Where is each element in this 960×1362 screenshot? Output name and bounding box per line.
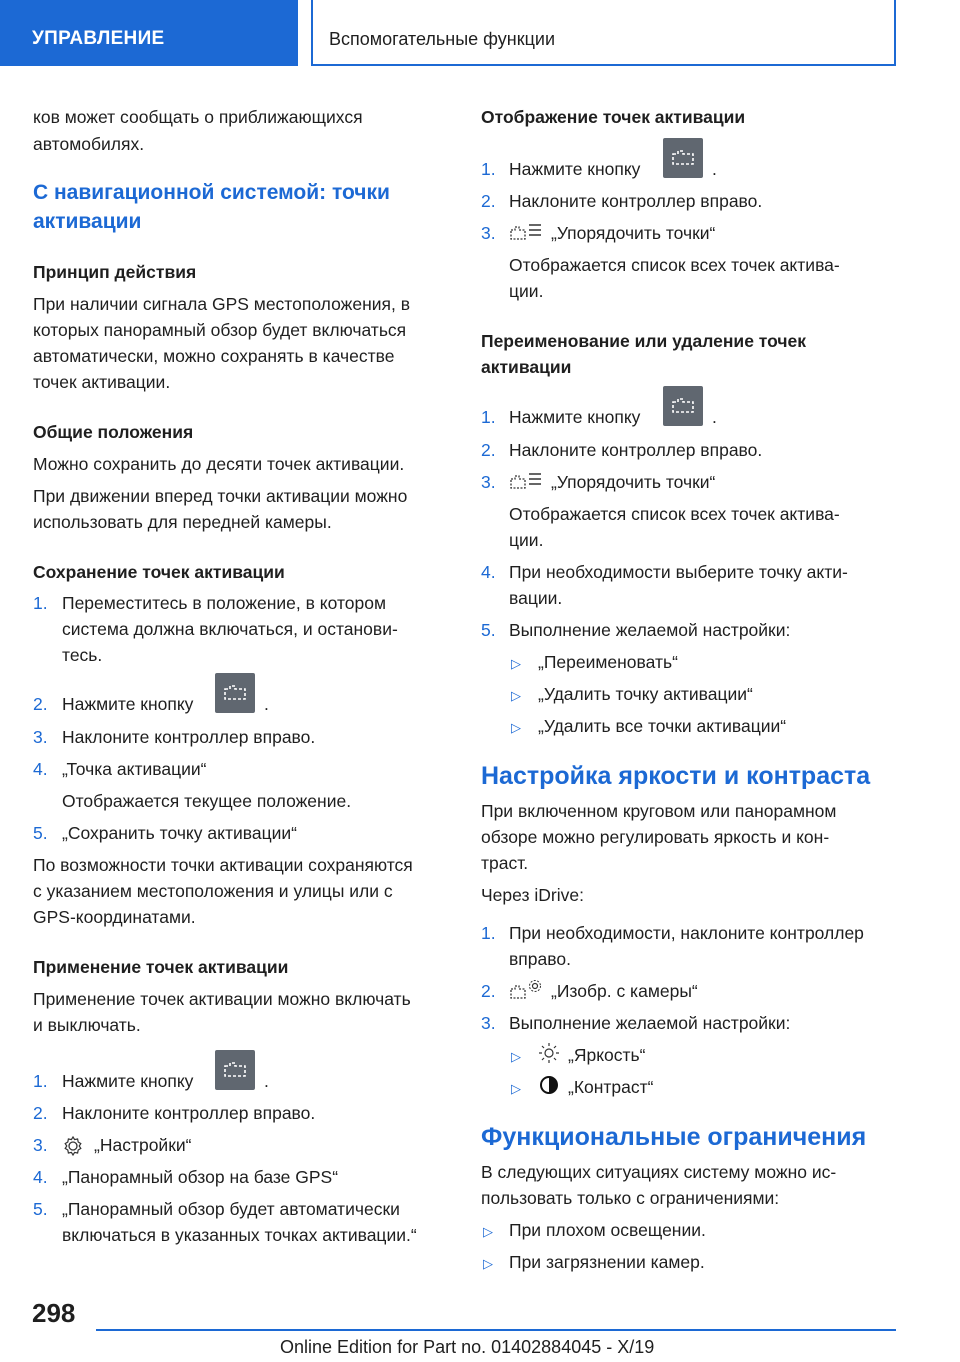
principle-title: Принцип действия <box>33 262 197 282</box>
step-number: 5. <box>33 1199 48 1219</box>
gear-icon <box>62 1135 84 1157</box>
rename-option-delete: „Удалить точку активации“ <box>538 684 753 704</box>
step-number: 1. <box>481 159 496 179</box>
step-number: 4. <box>33 1167 48 1187</box>
limits-text-line-1: В следующих ситуациях систему можно ис- <box>481 1162 837 1182</box>
rename-step-1-text: Нажмите кнопку <box>509 407 641 427</box>
display-step-3: „Упорядочить точки“ <box>551 223 716 243</box>
rename-step-3-sub-2: ции. <box>509 530 544 550</box>
display-step-1-end: . <box>712 159 717 179</box>
save-title: Сохранение точек активации <box>33 562 285 582</box>
principle-line-4: точек активации. <box>33 372 171 392</box>
header-chapter-title: Вспомогательные функции <box>329 29 556 49</box>
step-number: 2. <box>481 981 496 1001</box>
rename-step-3: „Упорядочить точки“ <box>551 472 716 492</box>
step-number: 1. <box>33 593 48 613</box>
header-chapter-box <box>311 0 896 66</box>
apply-step-1-end: . <box>264 1071 269 1091</box>
limits-section-title: Функциональные ограничения <box>481 1123 867 1151</box>
brightness-text-line-2: обзоре можно регулировать яркость и кон- <box>481 827 830 847</box>
step-number: 2. <box>481 191 496 211</box>
bright-step-1-line-1: При необходимости, наклоните контроллер <box>509 923 864 943</box>
limits-text-line-2: пользовать только с ограничениями: <box>481 1188 780 1208</box>
save-step-4: „Точка активации“ <box>62 759 207 779</box>
save-note-line-2: с указанием местоположения и улицы или с <box>33 881 393 901</box>
principle-line-1: При наличии сигнала GPS местоположения, в <box>33 294 411 314</box>
general2-line-1: При движении вперед точки активации можно <box>33 486 408 506</box>
principle-line-3: автоматически, можно сохранять в качестве <box>33 346 395 366</box>
intro-line-1: ков может сообщать о приближающихся <box>33 107 363 127</box>
apply-step-1-text: Нажмите кнопку <box>62 1071 194 1091</box>
nav-section-title-1: С навигационной системой: точки <box>33 181 390 204</box>
display-step-3-sub-2: ции. <box>509 281 544 301</box>
display-step-2: Наклоните контроллер вправо. <box>509 191 763 211</box>
rename-option-delete-all: „Удалить все точки активации“ <box>538 716 787 736</box>
apply-text-line-2: и выключать. <box>33 1015 141 1035</box>
save-note-line-3: GPS-координатами. <box>33 907 196 927</box>
bullet-arrow-icon: ▷ <box>483 1256 493 1271</box>
display-step-1-text: Нажмите кнопку <box>509 159 641 179</box>
step-number: 3. <box>33 727 48 747</box>
save-step-4-sub: Отображается текущее положение. <box>62 791 352 811</box>
rename-step-4-line-2: вации. <box>509 588 563 608</box>
bullet-arrow-icon: ▷ <box>511 720 521 735</box>
header-section-tab <box>0 0 298 66</box>
save-step-2-text: Нажмите кнопку <box>62 694 194 714</box>
bullet-arrow-icon: ▷ <box>511 1049 521 1064</box>
apply-step-4: „Панорамный обзор на базе GPS“ <box>62 1167 339 1187</box>
brightness-text-line-3: траст. <box>481 853 529 873</box>
brightness-section-title: Настройка яркости и контраста <box>481 762 871 790</box>
principle-line-2: которых панорамный обзор будет включаться <box>33 320 407 340</box>
step-number: 1. <box>481 407 496 427</box>
limits-item-2: При загрязнении камер. <box>509 1252 705 1272</box>
step-number: 3. <box>33 1135 48 1155</box>
sort-list-icon <box>509 222 543 244</box>
bullet-arrow-icon: ▷ <box>511 688 521 703</box>
sort-list-icon <box>509 471 543 493</box>
rename-step-4-line-1: При необходимости выберите точку акти- <box>509 562 848 582</box>
step-number: 2. <box>33 1103 48 1123</box>
header-section-title: УПРАВЛЕНИЕ <box>32 28 165 49</box>
general-title: Общие положения <box>33 422 194 442</box>
bullet-arrow-icon: ▷ <box>511 656 521 671</box>
rename-title-2: активации <box>481 357 572 377</box>
step-number: 3. <box>481 1013 496 1033</box>
step-number: 5. <box>33 823 48 843</box>
general-line: Можно сохранить до десяти точек активации. <box>33 454 405 474</box>
sun-icon <box>538 1042 560 1064</box>
step-number: 4. <box>33 759 48 779</box>
save-step-1-line-2: система должна включаться, и останови- <box>62 619 398 639</box>
step-number: 1. <box>33 1071 48 1091</box>
display-step-3-sub-1: Отображается список всех точек актива- <box>509 255 840 275</box>
bright-option-brightness: „Яркость“ <box>568 1045 646 1065</box>
footer-divider <box>96 1329 896 1331</box>
save-step-1-line-3: тесь. <box>62 645 103 665</box>
panoramic-camera-button-icon <box>215 673 255 713</box>
bright-option-contrast: „Контраст“ <box>568 1077 654 1097</box>
display-title: Отображение точек активации <box>481 107 746 127</box>
bright-step-1-line-2: вправо. <box>509 949 571 969</box>
save-step-5: „Сохранить точку активации“ <box>62 823 298 843</box>
contrast-icon <box>538 1074 560 1096</box>
save-step-2-end: . <box>264 694 269 714</box>
camera-settings-icon <box>509 978 543 1002</box>
apply-step-2: Наклоните контроллер вправо. <box>62 1103 316 1123</box>
apply-step-5-line-1: „Панорамный обзор будет автоматически <box>62 1199 400 1219</box>
step-number: 2. <box>33 694 48 714</box>
rename-step-5: Выполнение желаемой настройки: <box>509 620 791 640</box>
bullet-arrow-icon: ▷ <box>511 1081 521 1096</box>
rename-step-3-sub-1: Отображается список всех точек актива- <box>509 504 840 524</box>
limits-item-1: При плохом освещении. <box>509 1220 706 1240</box>
save-step-3: Наклоните контроллер вправо. <box>62 727 316 747</box>
bullet-arrow-icon: ▷ <box>483 1224 493 1239</box>
step-number: 3. <box>481 472 496 492</box>
step-number: 2. <box>481 440 496 460</box>
step-number: 1. <box>481 923 496 943</box>
rename-option-rename: „Переименовать“ <box>538 652 678 672</box>
footer-edition-text: Online Edition for Part no. 01402884045 - X/19 <box>280 1337 655 1357</box>
save-step-1-line-1: Переместитесь в положение, в котором <box>62 593 387 613</box>
intro-line-2: автомобилях. <box>33 134 145 154</box>
step-number: 5. <box>481 620 496 640</box>
page-number: 298 <box>32 1298 76 1328</box>
bright-step-3: Выполнение желаемой настройки: <box>509 1013 791 1033</box>
rename-step-1-end: . <box>712 407 717 427</box>
step-number: 3. <box>481 223 496 243</box>
panoramic-camera-button-icon <box>663 386 703 426</box>
general2-line-2: использовать для передней камеры. <box>33 512 332 532</box>
panoramic-camera-button-icon <box>663 138 703 178</box>
save-note-line-1: По возможности точки активации сохраняются <box>33 855 413 875</box>
via-idrive-label: Через iDrive: <box>481 885 584 905</box>
apply-step-5-line-2: включаться в указанных точках активации.“ <box>62 1225 417 1245</box>
apply-step-3: „Настройки“ <box>94 1135 192 1155</box>
panoramic-camera-button-icon <box>215 1050 255 1090</box>
nav-section-title-2: активации <box>33 210 142 233</box>
apply-title: Применение точек активации <box>33 957 289 977</box>
bright-step-2: „Изобр. с камеры“ <box>551 981 698 1001</box>
step-number: 4. <box>481 562 496 582</box>
brightness-text-line-1: При включенном круговом или панорамном <box>481 801 837 821</box>
apply-text-line-1: Применение точек активации можно включать <box>33 989 411 1009</box>
rename-step-2: Наклоните контроллер вправо. <box>509 440 763 460</box>
rename-title-1: Переименование или удаление точек <box>481 331 807 351</box>
